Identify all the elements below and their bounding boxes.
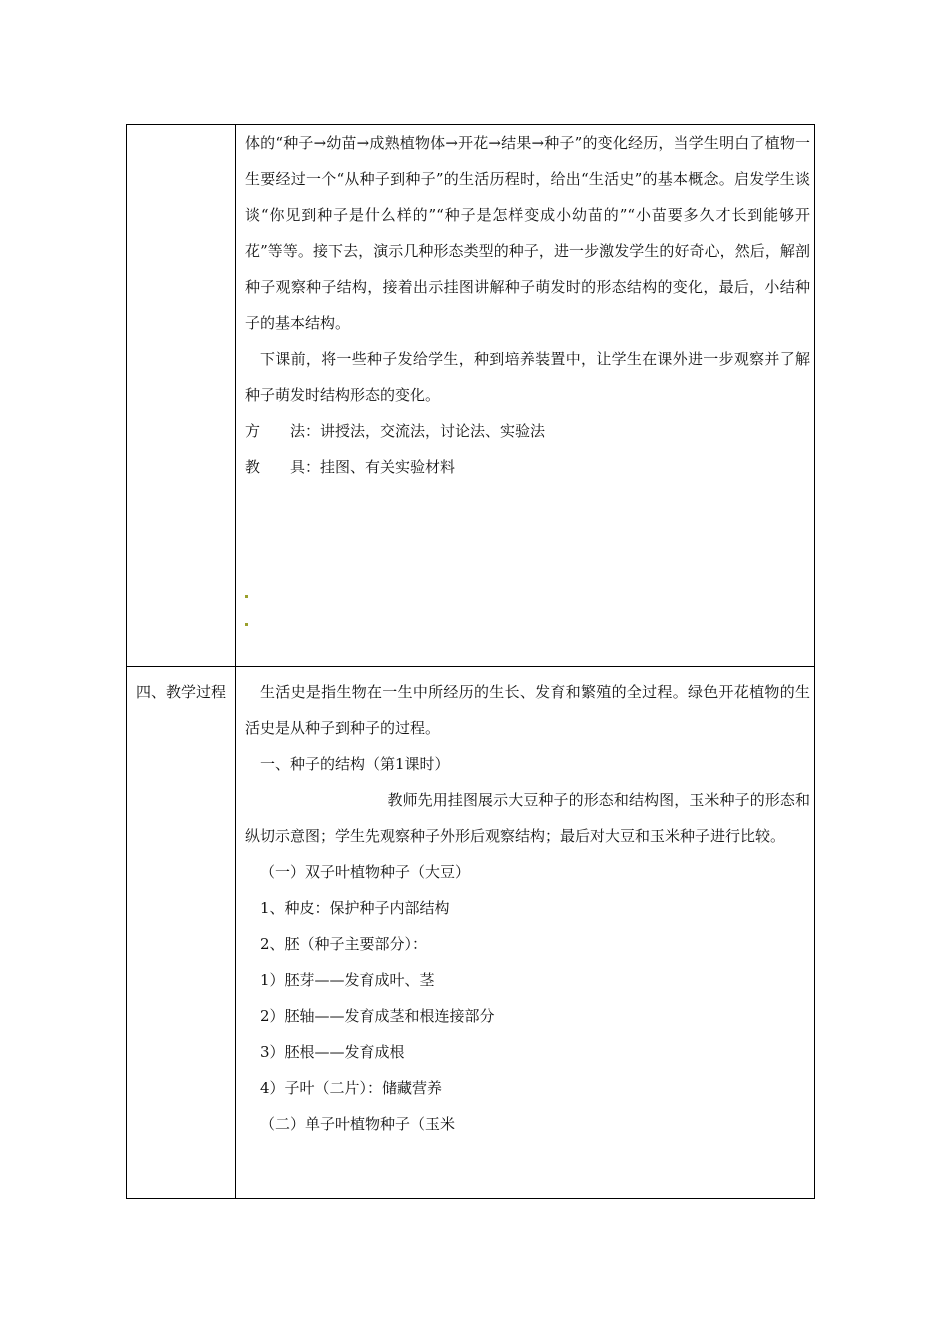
subsection-dicot: （一）双子叶植物种子（大豆） xyxy=(260,863,471,881)
list-item: 4）子叶（二片）：储藏营养 xyxy=(260,1079,443,1097)
tools-line: 教 具：挂图、有关实验材料 xyxy=(245,458,456,476)
life-history-paragraph: 生活史是指生物在一生中所经历的生长、发育和繁殖的全过程。绿色开花植物的生活史是从种子到种子的过程。 xyxy=(245,683,810,737)
lesson-table xyxy=(126,124,815,1199)
list-item: 1、种皮：保护种子内部结构 xyxy=(260,899,450,917)
column-divider xyxy=(235,125,236,1198)
design-paragraph: 体的“种子→幼苗→成熟植物体→开花→结果→种子”的变化经历，当学生明白了植物一生要经过一个“从种子到种子”的生活历程时，给出“生活史”的基本概念。启发学生谈谈“你见到种子是什么样的”“种子是怎样变成小幼苗的”“小苗要多久才长到能够开花”等等。接下去，演示几种形态类型的种子，进一步激发学生的好奇心，然后，解剖种子观察种子结构，接着出示挂图讲解种子萌发时的形态结构的变化，最后，小结种子的基本结构。 xyxy=(245,134,810,332)
teaching-process-cell xyxy=(245,674,810,1142)
homework-paragraph: 下课前，将一些种子发给学生，种到培养装置中，让学生在课外进一步观察并了解种子萌发时结构形态的变化。 xyxy=(245,350,810,404)
stray-dot xyxy=(245,595,248,598)
section-label: 四、教学过程 xyxy=(135,683,226,701)
row-divider xyxy=(127,666,814,667)
method-line: 方 法：讲授法，交流法，讨论法、实验法 xyxy=(245,422,546,440)
list-item: 2）胚轴——发育成茎和根连接部分 xyxy=(260,1007,495,1025)
teaching-design-cell xyxy=(245,125,810,485)
teacher-paragraph: 教师先用挂图展示大豆种子的形态和结构图，玉米种子的形态和纵切示意图；学生先观察种子外形后观察结构；最后对大豆和玉米种子进行比较。 xyxy=(245,791,810,845)
section-title: 一、种子的结构（第1课时） xyxy=(260,755,450,773)
stray-dot xyxy=(245,623,248,626)
list-item: 3）胚根——发育成根 xyxy=(260,1043,405,1061)
subsection-monocot: （二）单子叶植物种子（玉米 xyxy=(260,1115,456,1133)
list-item: 2、胚（种子主要部分）： xyxy=(260,935,428,953)
stray-marks xyxy=(245,595,248,651)
list-item: 1）胚芽——发育成叶、茎 xyxy=(260,971,435,989)
